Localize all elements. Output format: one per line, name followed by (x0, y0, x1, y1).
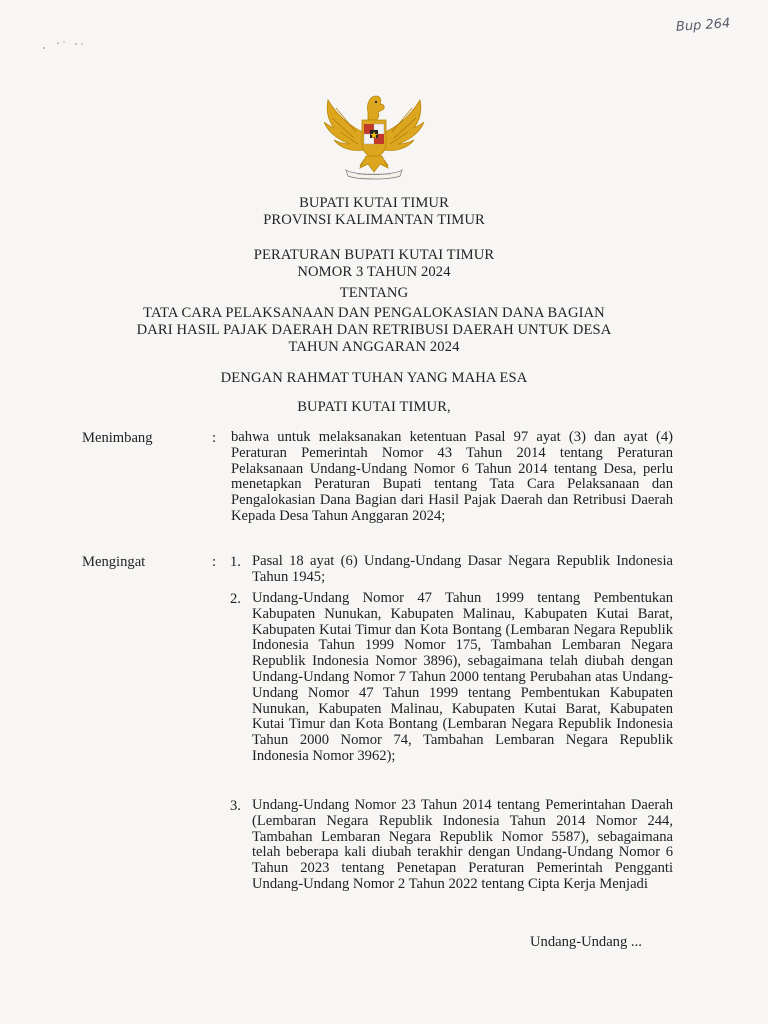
handwritten-note: Bup 264 (675, 16, 731, 35)
about-label: TENTANG (339, 285, 409, 301)
mengingat-colon: : (212, 554, 217, 570)
blessing-line: DENGAN RAHMAT TUHAN YANG MAHA ESA (220, 370, 528, 386)
mengingat-item-text: Pasal 18 ayat (6) Undang-Undang Dasar Negara Republik Indonesia Tahun 1945; (252, 553, 673, 585)
mengingat-item-number: 2. (230, 591, 241, 607)
subject-line-3: TAHUN ANGGARAN 2024 (288, 339, 460, 355)
subject-line-1: TATA CARA PELAKSANAAN DAN PENGALOKASIAN DANA BAGIAN (143, 305, 605, 321)
menimbang-label: Menimbang (82, 430, 153, 446)
scan-specks (40, 38, 100, 52)
mengingat-item-text: Undang-Undang Nomor 23 Tahun 2014 tentang Pemerintahan Daerah (Lembaran Negara Republik Indonesia Tahun 2014 Nomor 244, Tambahan Lembaran Negara Republik Nomor 5587), sebagaimana telah beberapa kali diubah terakhir dengan Undang-Undang Nomor 6 Tahun 2023 tentang Penetapan Peraturan Pemerintah Pengganti Undang-Undang Nomor 2 Tahun 2022 tentang Cipta Kerja Menjadi (252, 797, 673, 892)
subject-line-2: DARI HASIL PAJAK DAERAH DAN RETRIBUSI DAERAH UNTUK DESA (136, 322, 612, 338)
menimbang-text: bahwa untuk melaksanakan ketentuan Pasal 97 ayat (3) dan ayat (4) Peraturan Pemerintah Nomor 43 Tahun 2014 tentang Peraturan Pelaksanaan Undang-Undang Nomor 6 Tahun 2014 tentang Desa, perlu menetapkan Peraturan Bupati tentang Tata Cara Pelaksanaan dan Pengalokasian Dana Bagian dari Hasil Pajak Daerah dan Retribusi Daerah Kepada Desa Tahun Anggaran 2024; (231, 429, 673, 524)
mengingat-item-number: 3. (230, 798, 241, 814)
mengingat-label: Mengingat (82, 554, 146, 570)
garuda-pancasila-icon (316, 86, 432, 182)
regulation-number: NOMOR 3 TAHUN 2024 (297, 264, 451, 280)
menimbang-colon: : (212, 430, 217, 446)
mengingat-item-text: Undang-Undang Nomor 47 Tahun 1999 tentang Pembentukan Kabupaten Nunukan, Kabupaten Malinau, Kabupaten Kutai Barat, Kabupaten Kutai Timur dan Kota Bontang (Lembaran Negara Republik Indonesia Tahun 1999 Nomor 175, Tambahan Lembaran Negara Republik Indonesia Nomor 3896), sebagaimana telah diubah dengan Undang-Undang Nomor 7 Tahun 2000 tentang Perubahan atas Undang-Undang Nomor 47 Tahun 1999 tentang Pembentukan Kabupaten Nunukan, Kabupaten Malinau, Kabupaten Kutai Barat, Kabupaten Kutai Timur dan Kota Bontang (Lembaran Negara Republik Indonesia Tahun 2000 Nomor 74, Tambahan Lembaran Negara Republik Indonesia Nomor 3962); (252, 590, 673, 764)
regulation-title: PERATURAN BUPATI KUTAI TIMUR (253, 247, 495, 263)
mengingat-item-number: 1. (230, 554, 241, 570)
issuer-province: PROVINSI KALIMANTAN TIMUR (263, 212, 485, 228)
issuer-title: BUPATI KUTAI TIMUR (299, 195, 449, 211)
authority-line: BUPATI KUTAI TIMUR, (297, 399, 451, 415)
catchword: Undang-Undang ... (530, 934, 642, 950)
